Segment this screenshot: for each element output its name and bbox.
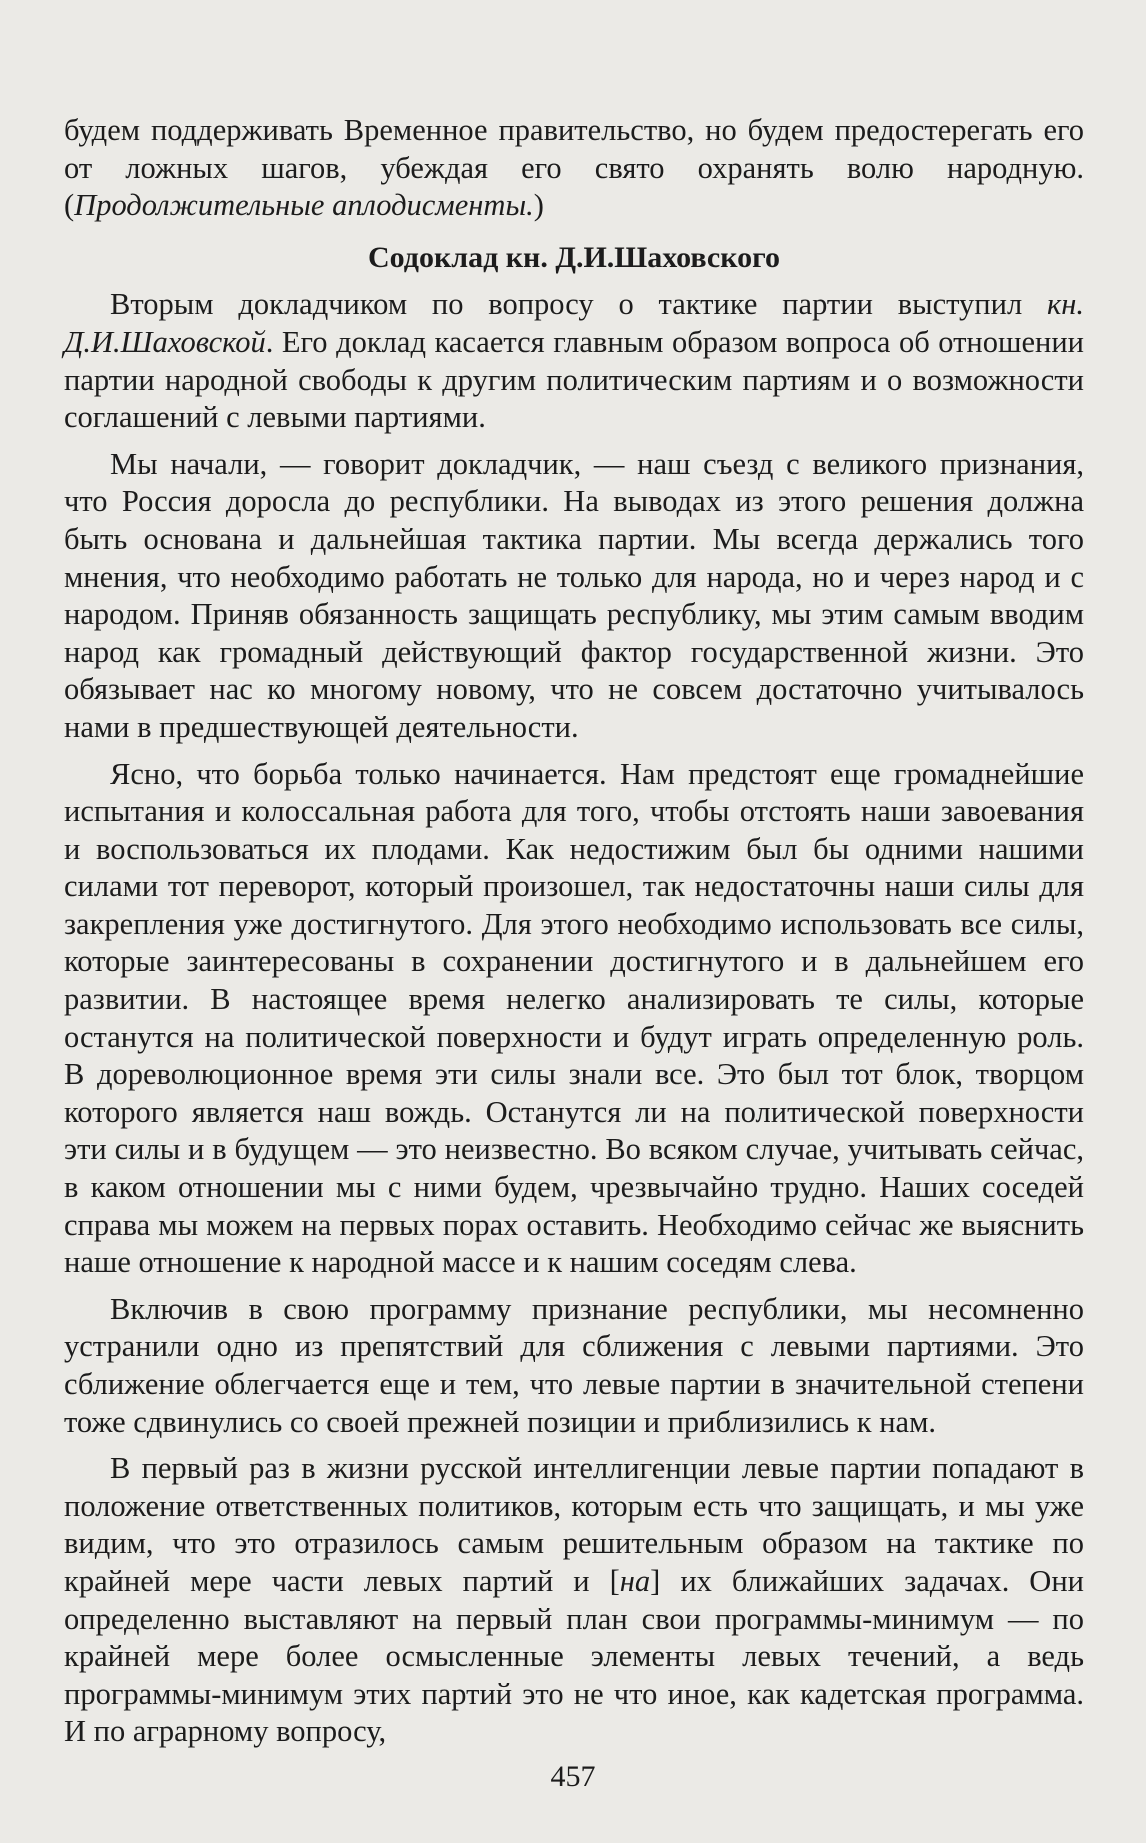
paragraph — [64, 1450, 1084, 1751]
paragraph — [64, 286, 1084, 436]
paragraph-text: В первый раз в жизни русской интеллигенции левые партии попадают в положение ответственных политиков, которым есть что защищать, и мы уже видим, что это отразилось самым решительным образом на тактике по крайней мере части левых партий и [ — [64, 1451, 1084, 1598]
paragraph-text-end: . Его доклад касается главным образом вопроса об отношении партии народной свободы к другим политическим партиям и о возможности соглашений с левыми партиями. — [64, 324, 1084, 435]
paragraph-text-end: ] их ближайших задачах. Они определенно выставляют на первый план свои программы-минимум — по крайней мере более осмысленные элементы левых течений, а ведь программы-минимум этих партий это не что иное, как кадетская программа. И по аграрному вопросу, — [64, 1563, 1084, 1749]
section-heading: Содоклад кн. Д.И.Шаховского — [367, 240, 781, 274]
paragraph-text-end: ) — [533, 188, 544, 223]
paragraph: Мы начали, — говорит докладчик, — наш съезд с великого признания, что Россия доросла до республики. На выводах из этого решения должна быть основана и дальнейшая тактика партии. Мы всегда держались того мнения, что необходимо работать не только для народа, но и через народ и с народом. Приняв обязанность защищать республику, мы этим самым вводим народ как громадный действующий фактор государственной жизни. Это обязывает нас ко многому новому, что не совсем достаточно учитывалось нами в предшествующей деятельности. — [64, 446, 1084, 744]
body-text — [64, 112, 1084, 1760]
paragraph-text: Вторым докладчиком по вопросу о тактике партии выступил — [110, 287, 1047, 322]
paragraph: Включив в свою программу признание республики, мы несомненно устранили одно из препятствий для сближения с левыми партиями. Это сближение облегчается еще и тем, что левые партии в значительной степени тоже сдвинулись со своей прежней позиции и приблизились к нам. — [64, 1291, 1084, 1439]
stage-direction: Продолжительные аплодисменты. — [74, 188, 534, 223]
speaker-name: кн. Д.И.Шаховской — [64, 287, 1084, 359]
paragraph-text: будем поддерживать Временное правительство, но будем предостерегать его от ложных шагов, убеждая его свято охранять волю народную. ( — [64, 113, 1084, 223]
page-number: 457 — [550, 1760, 596, 1793]
editorial-insertion: на — [619, 1563, 651, 1598]
paragraph-continuation — [64, 112, 1084, 225]
paragraph: Ясно, что борьба только начинается. Нам предстоят еще громаднейшие испытания и колоссальная работа для того, чтобы отстоять наши завоевания и воспользоваться их плодами. Как недостижим был бы одними нашими силами тот переворот, который произошел, так недостаточны наши силы для закрепления уже достигнутого. Для этого необходимо использовать все силы, которые заинтересованы в сохранении достигнутого и в дальнейшем его развитии. В настоящее время нелегко анализировать те силы, которые останутся на политической поверхности и будут играть определенную роль. В дореволюционное время эти силы знали все. Это был тот блок, творцом которого является наш вождь. Останутся ли на политической поверхности эти силы и в будущем — это неизвестно. Во всяком случае, учитывать сейчас, в каком отношении мы с ними будем, чрезвычайно трудно. Наших соседей справа мы можем на первых порах оставить. Необходимо сейчас же выяснить наше отношение к народной массе и к нашим соседям слева. — [64, 756, 1084, 1280]
